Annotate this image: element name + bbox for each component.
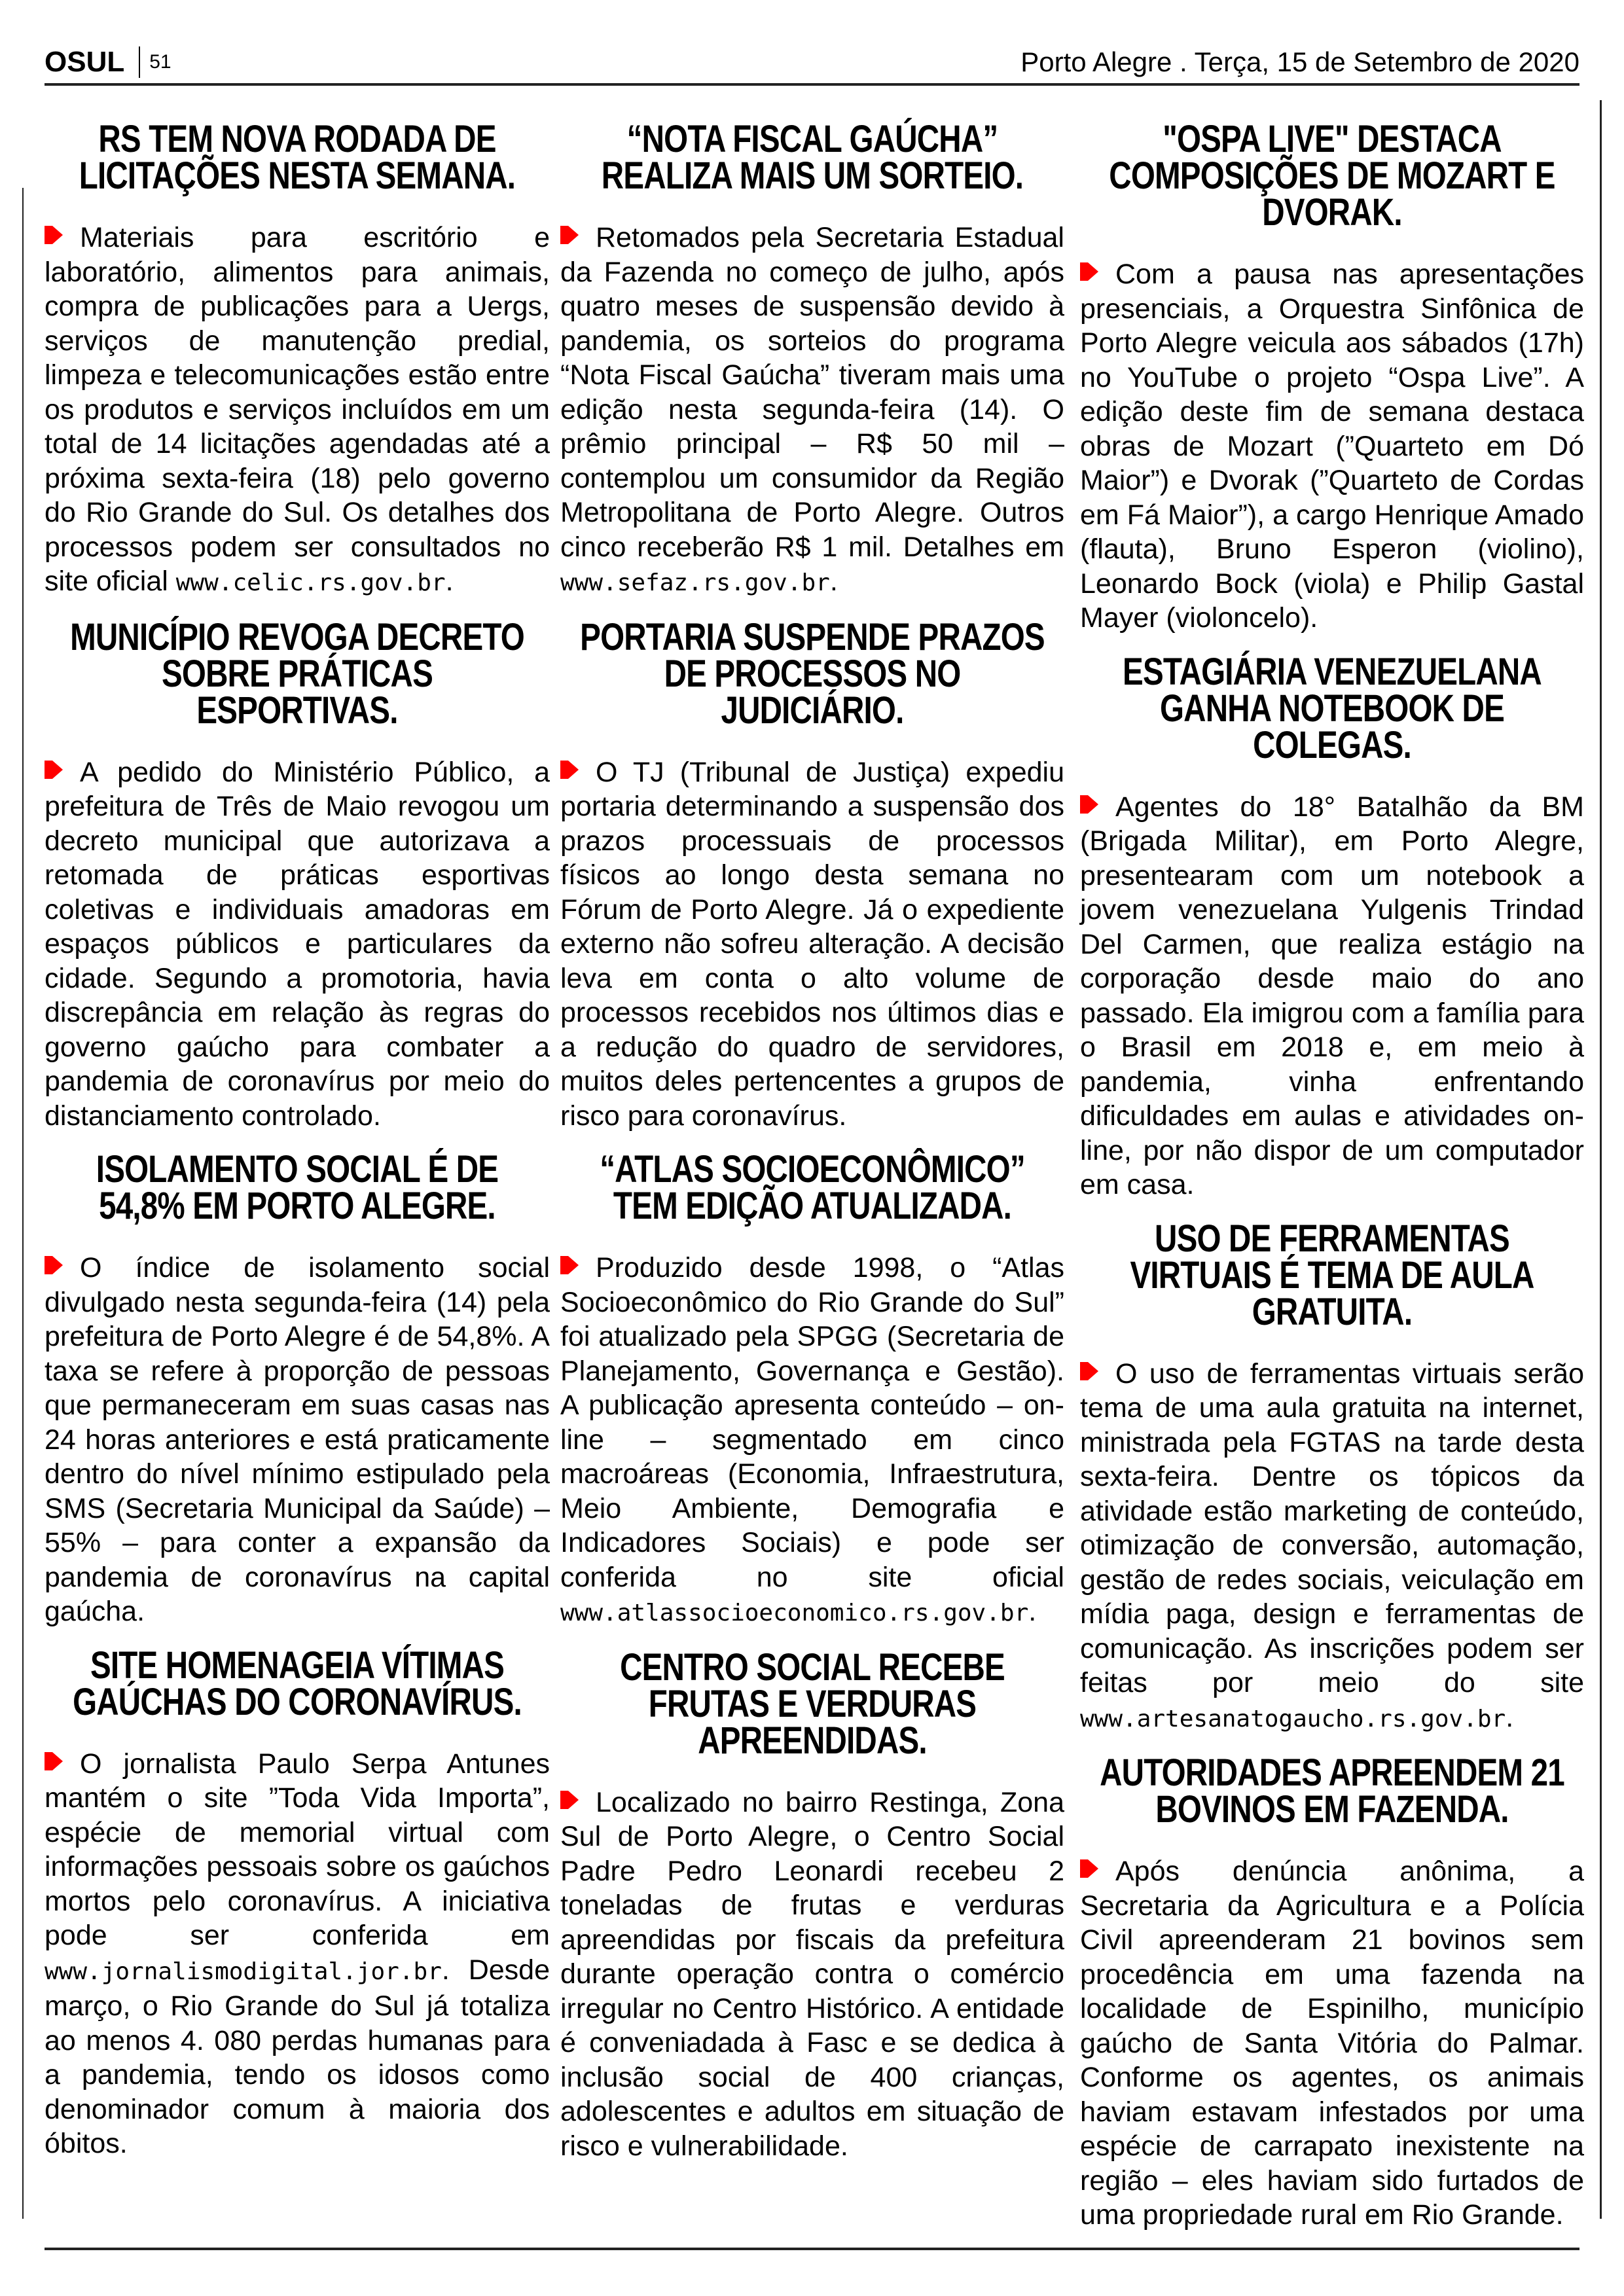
- article-headline: MUNICÍPIO REVOGA DECRETO SOBRE PRÁTICAS ESPORTIVAS.: [70, 615, 524, 732]
- article: [1080, 650, 1584, 1202]
- article-body: Após denúncia anônima, a Secretaria da Agricultura e a Polícia Civil apreenderam 21 bovinos sem procedência em uma fazenda na localidade de Espinilho, município gaúcho de Santa Vitória do Palmar. Conforme os agentes, os animais haviam estavam infestados por uma espécie de carrapato inexistente na região – eles haviam sido furtados de uma propriedade rural em Rio Grande.: [1080, 1856, 1584, 2231]
- article-body: O uso de ferramentas virtuais serão tema de uma aula gratuita na internet, ministrada pela FGTAS na tarde desta sexta-feira. Dentre os tópicos da atividade estão marketing de conteúdo, otimização de conversão, automação, gestão de redes sociais, veiculação em mídia paga, design e ferramentas de comunicação. As inscrições podem ser feitas por meio do site www.artesanatogaucho.rs.gov.br.: [1080, 1357, 1584, 1733]
- dateline: Porto Alegre . Terça, 15 de Setembro de 2020: [1020, 46, 1579, 77]
- footer-rule: [45, 2248, 1579, 2250]
- left-border-line: [22, 188, 24, 2219]
- article: [45, 615, 550, 1134]
- red-arrow-bullet-icon: [1088, 1362, 1098, 1380]
- column-1: [45, 118, 550, 2179]
- article-link[interactable]: www.atlassocioeconomico.rs.gov.br: [560, 1600, 1029, 1626]
- article-headline: AUTORIDADES APREENDEM 21 BOVINOS EM FAZENDA.: [1100, 1751, 1564, 1831]
- article-headline: “ATLAS SOCIOECONÔMICO” TEM EDIÇÃO ATUALIZADA.: [600, 1148, 1025, 1227]
- article: [45, 1643, 550, 2161]
- red-arrow-bullet-icon: [52, 226, 63, 244]
- article-link[interactable]: www.artesanatogaucho.rs.gov.br: [1080, 1705, 1506, 1732]
- article: [560, 1148, 1064, 1631]
- red-arrow-bullet-icon: [1088, 795, 1098, 814]
- column-2: [560, 118, 1064, 2181]
- article-body: O jornalista Paulo Serpa Antunes mantém o site ”Toda Vida Importa”, espécie de memorial virtual com informações pessoais sobre os gaúchos mortos pelo coronavírus. A iniciativa pode ser conferida em www.jornalismodigital.jor.br. Desde março, o Rio Grande do Sul já totaliza ao menos 4. 080 perdas humanas para a pandemia, tendo os idosos como denominador comum à maioria dos óbitos.: [45, 1748, 550, 2159]
- article: [560, 1645, 1064, 2164]
- article-headline: SITE HOMENAGEIA VÍTIMAS GAÚCHAS DO CORONAVÍRUS.: [73, 1643, 522, 1723]
- red-arrow-bullet-icon: [568, 226, 579, 244]
- page-number: 51: [149, 51, 171, 73]
- article-link[interactable]: www.jornalismodigital.jor.br: [45, 1958, 442, 1985]
- article-headline: CENTRO SOCIAL RECEBE FRUTAS E VERDURAS APREENDIDAS.: [620, 1645, 1005, 1762]
- article: [560, 118, 1064, 601]
- article-headline: “NOTA FISCAL GAÚCHA” REALIZA MAIS UM SORTEIO.: [601, 118, 1024, 197]
- article-body: Localizado no bairro Restinga, Zona Sul de Porto Alegre, o Centro Social Padre Pedro Leonardi recebeu 2 toneladas de frutas e verduras apreendidas por fiscais da prefeitura durante operação contra o comércio irregular no Centro Histórico. A entidade é conveniadada à Fasc e se dedica à inclusão social de 400 crianças, adolescentes e adultos em situação de risco e vulnerabilidade.: [560, 1786, 1064, 2162]
- divider: [139, 46, 140, 78]
- article-headline: ISOLAMENTO SOCIAL É DE 54,8% EM PORTO ALEGRE.: [96, 1148, 499, 1227]
- article-body: O índice de isolamento social divulgado nesta segunda-feira (14) pela prefeitura de Porto Alegre é de 54,8%. A taxa se refere à proporção de pessoas que permaneceram em suas casas nas 24 horas anteriores e está praticamente dentro do nível mínimo estipulado pela SMS (Secretaria Municipal da Saúde) – 55% – para conter a expansão da pandemia de coronavírus na capital gaúcha.: [45, 1252, 550, 1627]
- newspaper-logo: OSUL: [45, 46, 125, 78]
- article-headline: USO DE FERRAMENTAS VIRTUAIS É TEMA DE AULA GRATUITA.: [1130, 1217, 1534, 1333]
- red-arrow-bullet-icon: [1088, 262, 1098, 281]
- article-body: Produzido desde 1998, o “Atlas Socioeconômico do Rio Grande do Sul” foi atualizado pela SPGG (Secretaria de Planejamento, Governança e Gestão). A publicação apresenta conteúdo – on-line – segmentado em cinco macroáreas (Economia, Infraestrutura, Meio Ambiente, Demografia e Indicadores Sociais) e pode ser conferida no site oficial www.atlassocioeconomico.rs.gov.br.: [560, 1252, 1064, 1627]
- article: [45, 1148, 550, 1629]
- article-body: A pedido do Ministério Público, a prefeitura de Três de Maio revogou um decreto municipal que autorizava a retomada de práticas esportivas coletivas e individuais amadoras em espaços públicos e particulares da cidade. Segundo a promotoria, havia discrepância em relação às regras do governo gaúcho para combater a pandemia de coronavírus por meio do distanciamento controlado.: [45, 756, 550, 1132]
- masthead: [45, 39, 1579, 85]
- article-body: Materiais para escritório e laboratório, alimentos para animais, compra de publicações para a Uergs, serviços de manutenção predial, limpeza e telecomunicações estão entre os produtos e serviços incluídos em um total de 14 licitações agendadas até a próxima sexta-feira (18) pelo governo do Rio Grande do Sul. Os detalhes dos processos podem ser consultados no site oficial www.celic.rs.gov.br.: [45, 222, 550, 597]
- article-link[interactable]: www.sefaz.rs.gov.br: [560, 569, 830, 596]
- article-headline: ESTAGIÁRIA VENEZUELANA GANHA NOTEBOOK DE COLEGAS.: [1123, 650, 1542, 766]
- article-headline: "OSPA LIVE" DESTACA COMPOSIÇÕES DE MOZART E DVORAK.: [1109, 118, 1555, 234]
- right-border-line: [1600, 100, 1602, 2219]
- red-arrow-bullet-icon: [568, 1791, 579, 1809]
- article-headline: PORTARIA SUSPENDE PRAZOS DE PROCESSOS NO JUDICIÁRIO.: [580, 615, 1045, 732]
- brand: [45, 46, 171, 79]
- article: [45, 118, 550, 601]
- red-arrow-bullet-icon: [52, 1256, 63, 1274]
- article-body: O TJ (Tribunal de Justiça) expediu portaria determinando a suspensão dos prazos processuais de processos físicos ao longo desta semana no Fórum de Porto Alegre. Já o expediente externo não sofreu alteração. A decisão leva em conta o alto volume de processos recebidos nos últimos dias e a redução do quadro de servidores, muitos deles pertencentes a grupos de risco para coronavírus.: [560, 756, 1064, 1132]
- column-3: [1080, 118, 1584, 2251]
- article-body: Com a pausa nas apresentações presenciais, a Orquestra Sinfônica de Porto Alegre veicula aos sábados (17h) no YouTube o projeto “Ospa Live”. A edição deste fim de semana destaca obras de Mozart (”Quarteto em Dó Maior”) e Dvorak (”Quarteto de Cordas em Fá Maior”), a cargo Henrique Amado (flauta), Bruno Esperon (violino), Leonardo Bock (viola) e Philip Gastal Mayer (violoncelo).: [1080, 259, 1584, 634]
- article-body: Retomados pela Secretaria Estadual da Fazenda no começo de julho, após quatro meses de suspensão devido à pandemia, os sorteios do programa “Nota Fiscal Gaúcha” tiveram mais uma edição nesta segunda-feira (14). O prêmio principal – R$ 50 mil – contemplou um consumidor da Região Metropolitana de Porto Alegre. Outros cinco receberão R$ 1 mil. Detalhes em www.sefaz.rs.gov.br.: [560, 222, 1064, 597]
- article-headline: RS TEM NOVA RODADA DE LICITAÇÕES NESTA SEMANA.: [79, 118, 516, 197]
- red-arrow-bullet-icon: [1088, 1859, 1098, 1878]
- header-rule: [45, 83, 1579, 86]
- article: [1080, 1751, 1584, 2233]
- article: [1080, 1217, 1584, 1737]
- red-arrow-bullet-icon: [52, 1752, 63, 1770]
- article-body: Agentes do 18° Batalhão da BM (Brigada Militar), em Porto Alegre, presentearam com um notebook a jovem venezuelana Yulgenis Trindad Del Carmen, que realiza estágio na corporação desde maio do ano passado. Ela imigrou com a família para o Brasil em 2018 e, em meio à pandemia, vinha enfrentando dificuldades em aulas e atividades on-line, por não dispor de um computador em casa.: [1080, 791, 1584, 1200]
- red-arrow-bullet-icon: [568, 761, 579, 779]
- article-link[interactable]: www.celic.rs.gov.br: [175, 569, 446, 596]
- article: [560, 615, 1064, 1134]
- article: [1080, 118, 1584, 636]
- red-arrow-bullet-icon: [568, 1256, 579, 1274]
- red-arrow-bullet-icon: [52, 761, 63, 779]
